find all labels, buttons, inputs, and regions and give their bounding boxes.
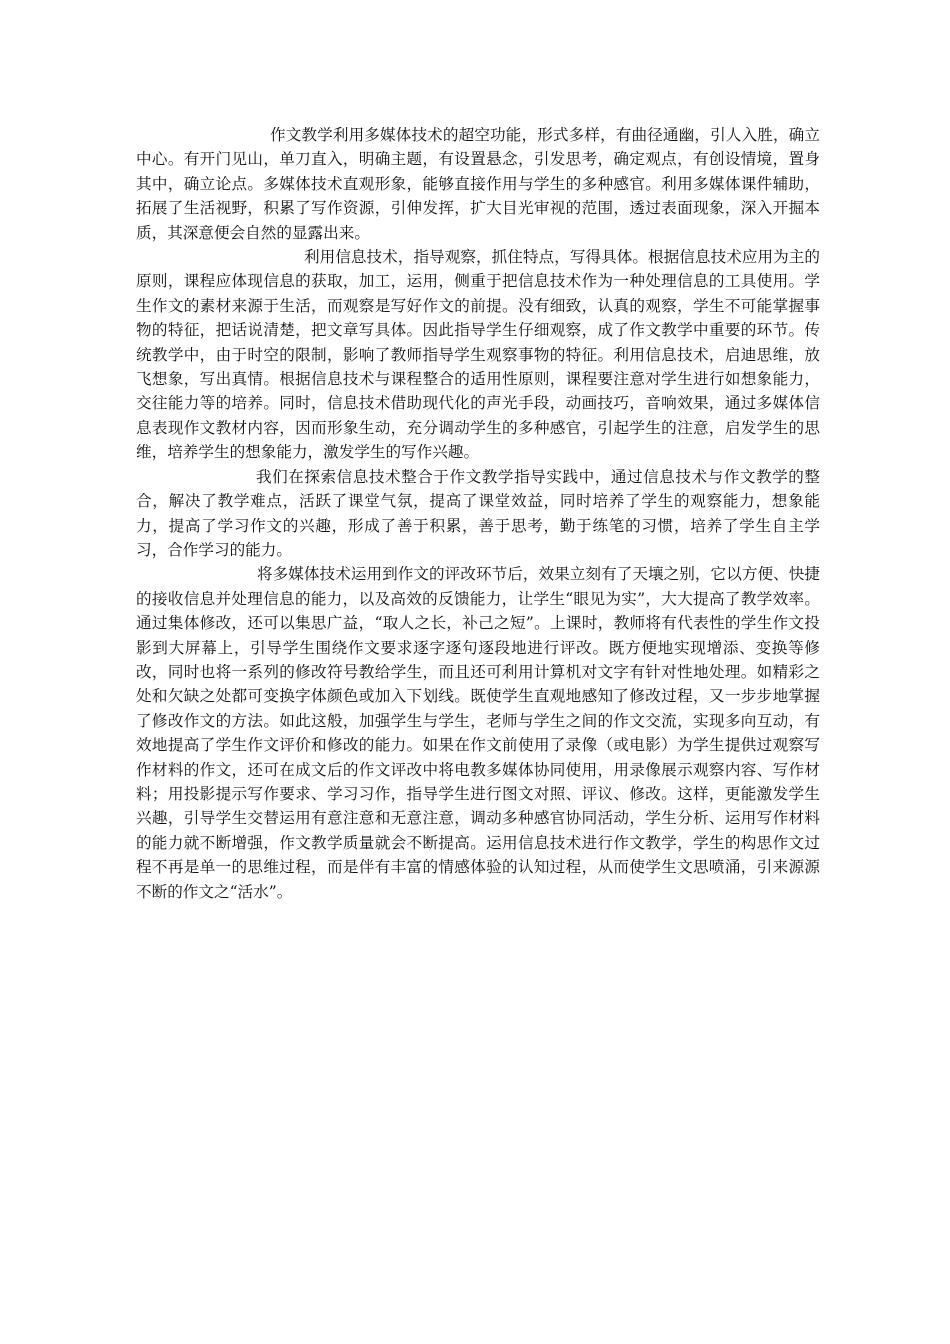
paragraph-guided-observation: 利用信息技术，指导观察，抓住特点，写得具体。根据信息技术应用为主的原则，课程应体现信息的获取，加工，运用，侧重于把信息技术作为一种处理信息的工具使用。学生作文的素材来源于生活，而观察是写好作文的前提。没有细致，认真的观察，学生不可能掌握事物的特征，把话说清楚，把文章写具体。因此指导学生仔细观察，成了作文教学中重要的环节。传统教学中，由于时空的限制，影响了教师指导学生观察事物的特征。利用信息技术，启迪思维，放飞想象，写出真情。根据信息技术与课程整合的适用性原则，课程要注意对学生进行如想象能力，交往能力等的培养。同时，信息技术借助现代化的声光手段，动画技巧，音响效果，通过多媒体信息表现作文教材内容，因而形象生动，充分调动学生的多种感官，引起学生的注意，启发学生的思维，培养学生的想象能力，激发学生的写作兴趣。 [136, 248, 820, 462]
document-body [136, 123, 820, 904]
paragraph-revision-stage: 将多媒体技术运用到作文的评改环节后，效果立刻有了天壤之别，它以方便、快捷的接收信息并处理信息的能力，以及高效的反馈能力，让学生“眼见为实”，大大提高了教学效率。通过集体修改，还可以集思广益，“取人之长，补己之短”。上课时，教师将有代表性的学生作文投影到大屏幕上，引导学生围绕作文要求逐字逐句逐段地进行评改。既方便地实现增添、变换等修改，同时也将一系列的修改符号教给学生，而且还可利用计算机对文字有针对性地处理。如精彩之处和欠缺之处都可变换字体颜色或加入下划线。既使学生直观地感知了修改过程，又一步步地掌握了修改作文的方法。如此这般，加强学生与学生，老师与学生之间的作文交流，实现多向互动，有效地提高了学生作文评价和修改的能力。如果在作文前使用了录像（或电影）为学生提供过观察写作材料的作文，还可在成文后的作文评改中将电教多媒体协同使用，用录像展示观察内容、写作材料；用投影提示写作要求、学习习作，指导学生进行图文对照、评议、修改。这样，更能激发学生兴趣，引导学生交替运用有意注意和无意注意，调动多种感官协同活动，学生分析、运用写作材料的能力就不断增强，作文教学质量就会不断提高。运用信息技术进行作文教学，学生的构思作文过程不再是单一的思维过程，而是伴有丰富的情感体验的认知过程，从而使学生文思喷涌，引来源源不断的作文之“活水”。 [136, 565, 820, 901]
paragraph-integration-results: 我们在探索信息技术整合于作文教学指导实践中，通过信息技术与作文教学的整合，解决了教学难点，活跃了课堂气氛，提高了课堂效益，同时培养了学生的观察能力，想象能力，提高了学习作文的兴趣，形成了善于积累，善于思考，勤于练笔的习惯，培养了学生自主学习，合作学习的能力。 [136, 467, 820, 559]
paragraph-multimedia-functions: 作文教学利用多媒体技术的超空功能，形式多样，有曲径通幽，引人入胜，确立中心。有开门见山，单刀直入，明确主题，有设置悬念，引发思考，确定观点，有创设情境，置身其中，确立论点。多媒体技术直观形象，能够直接作用与学生的多种感官。利用多媒体课件辅助，拓展了生活视野，积累了写作资源，引伸发挥，扩大目光审视的范围，透过表面现象，深入开掘本质，其深意便会自然的显露出来。 [136, 126, 820, 242]
